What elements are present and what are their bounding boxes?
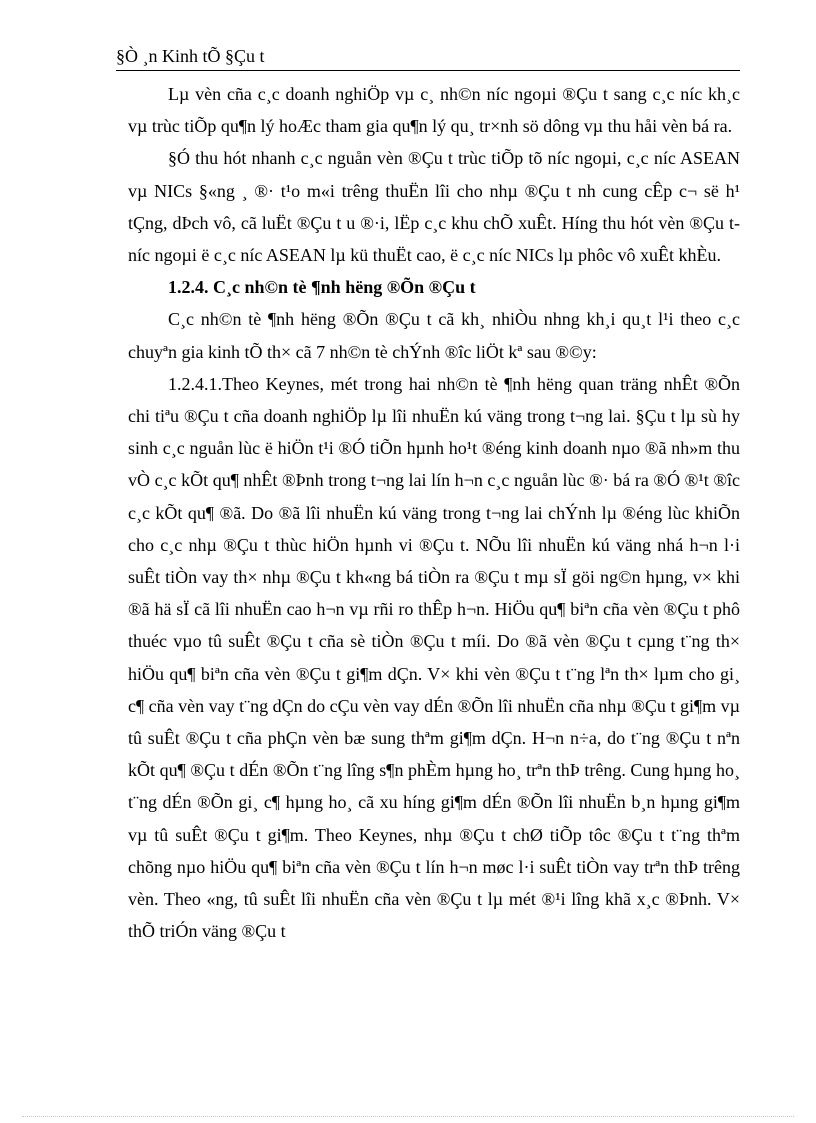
document-body [128,78,740,947]
paragraph-factors-intro: C¸c nh©n tè ¶nh hëng ®Õn ®Çu t cã kh¸ nhiÒu nhng kh¸i qu¸t l¹i theo c¸c chuyªn gia kinh tÕ th× cã 7 nh©n tè chÝnh ®îc liÖt kª sau ®©y: [128,309,740,362]
paragraph-fdi-definition: Lµ vèn cña c¸c doanh nghiÖp vµ c¸ nh©n níc ngoµi ®Çu t sang c¸c níc kh¸c vµ trùc tiÕp qu¶n lý hoÆc tham gia qu¶n lý qu¸ tr×nh sö dông vµ thu håi vèn bá ra. [128,84,740,137]
page-bottom-border [22,1116,794,1117]
paragraph-keynes-factor: 1.2.4.1.Theo Keynes, mét trong hai nh©n tè ¶nh hëng quan träng nhÊt ®Õn chi tiªu ®Çu t cña doanh nghiÖp lµ lîi nhuËn kú väng trong t¬ng lai. §Çu t lµ sù hy sinh c¸c nguån lùc ë hiÖn t¹i ®Ó tiÕn hµnh ho¹t ®éng kinh doanh nµo ®ã nh»m thu vÒ c¸c kÕt qu¶ nhÊt ®Þnh trong t¬ng lai lín h¬n c¸c nguån lùc ®· bá ra ®Ó ®¹t ®îc c¸c kÕt qu¶ ®ã. Do ®ã lîi nhuËn kú väng trong t¬ng lai chÝnh lµ ®éng lùc khiÕn cho c¸c nhµ ®Çu t thùc hiÖn hµnh vi ®Çu t. NÕu lîi nhuËn kú väng nhá h¬n l·i suÊt tiÒn vay th× nhµ ®Çu t kh«ng bá tiÒn ra ®Çu t mµ sÏ göi ng©n hµng, v× khi ®ã hä sÏ cã lîi nhuËn cao h¬n vµ rñi ro thÊp h¬n. HiÖu qu¶ biªn cña vèn ®Çu t phô thuéc vµo tû suÊt ®Çu t cña sè tiÒn ®Çu t míi. Do ®ã vèn ®Çu t cµng t¨ng th× hiÖu qu¶ biªn cña vèn ®Çu t gi¶m dÇn. V× khi vèn ®Çu t t¨ng lªn th× lµm cho gi¸ c¶ cña vèn vay t¨ng dÇn do cÇu vèn vay dÉn ®Õn lîi nhuËn cña nhµ ®Çu t gi¶m vµ tû suÊt ®Çu t cña phÇn vèn bæ sung thªm gi¶m dÇn. H¬n n÷a, do t¨ng ®Çu t nªn kÕt qu¶ ®Çu t dÉn ®Õn t¨ng lîng s¶n phÈm hµng ho¸ trªn thÞ trêng. Cung hµng ho¸ t¨ng dÉn ®Õn gi¸ c¶ hµng ho¸ cã xu híng gi¶m dÉn ®Õn lîi nhuËn b¸n hµng gi¶m vµ tû suÊt ®Çu t gi¶m. Theo Keynes, nhµ ®Çu t chØ tiÕp tôc ®Çu t t¨ng thªm chõng nµo hiÖu qu¶ biªn cña vèn ®Çu t lín h¬n møc l·i suÊt tiÒn vay trªn thÞ trêng vèn. Theo «ng, tû suÊt lîi nhuËn cña vèn ®Çu t lµ mét ®¹i lîng khã x¸c ®Þnh. V× thÕ triÓn väng ®Çu t [128,373,740,942]
header-divider [116,70,740,71]
paragraph-asean-nics: §Ó thu hót nhanh c¸c nguån vèn ®Çu t trùc tiÕp tõ níc ngoµi, c¸c níc ASEAN vµ NICs §«ng ¸ ®· t¹o m«i trêng thuËn lîi cho nhµ ®Çu t nh cung cÊp c¬ së h¹ tÇng, dÞch vô, cã luËt ®Çu t u ®·i, lËp c¸c khu chÕ xuÊt. Híng thu hót vèn ®Çu t níc ngoµi ë c¸c níc ASEAN lµ kü thuËt cao, ë c¸c níc NICs lµ phôc vô xuÊt khÈu. [128,148,740,266]
page-header-title: §Ò ¸n Kinh tÕ §Çu t [116,46,265,66]
section-heading-1-2-4: 1.2.4. C¸c nh©n tè ¶nh hëng ®Õn ®Çu t [168,277,476,298]
